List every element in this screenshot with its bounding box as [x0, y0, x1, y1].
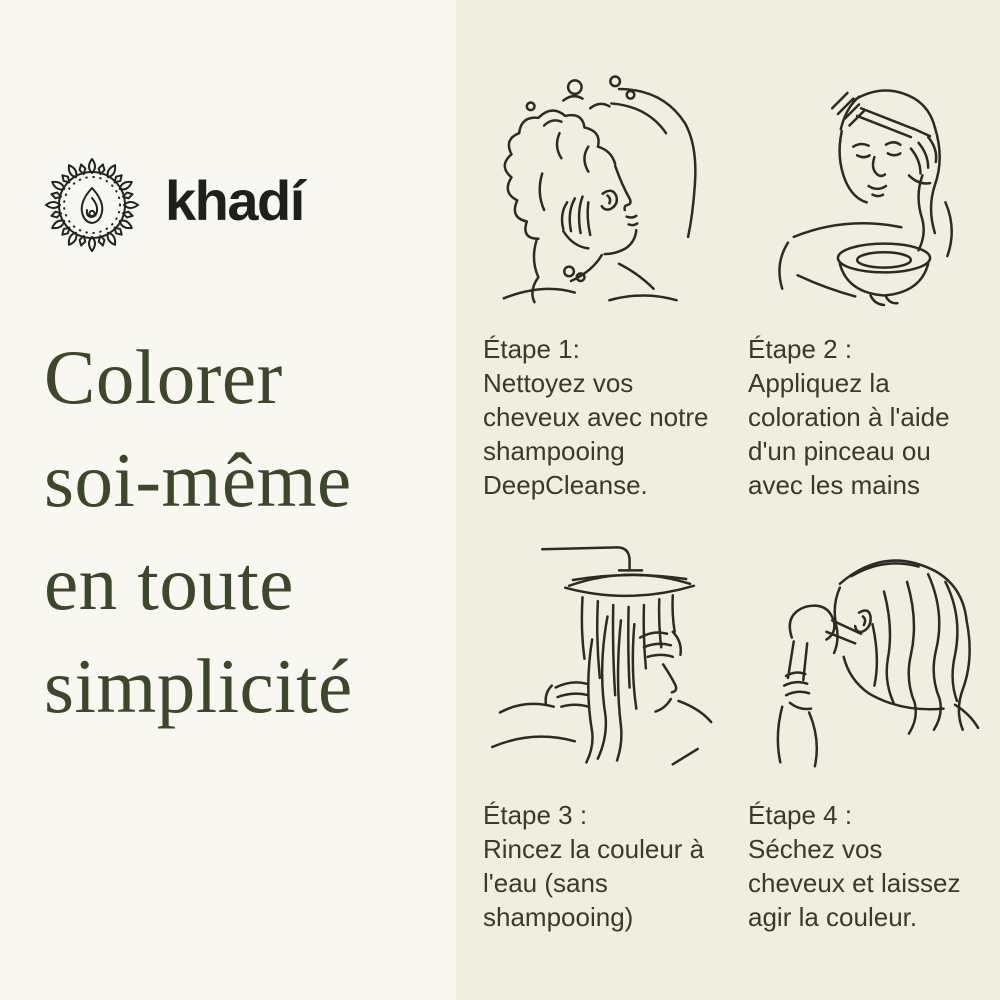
step-2-description: Appliquez la coloration à l'aide d'un pinceau ou avec les mains [748, 368, 950, 500]
step-1-title: Étape 1: [483, 334, 580, 364]
step-4-caption [748, 798, 985, 984]
headline-line: simplicité [44, 643, 353, 729]
rinsing-hair-illustration [475, 518, 715, 786]
step-3 [470, 518, 720, 984]
khadi-mandala-flame-icon [41, 152, 143, 256]
drying-hair-illustration [740, 518, 980, 786]
headline-line: Colorer [44, 334, 283, 420]
step-1-description: Nettoyez vos cheveux avec notre shampooing DeepCleanse. [483, 368, 709, 500]
headline-line: soi-même [44, 437, 352, 523]
step-3-caption [483, 798, 720, 984]
step-2-caption [748, 332, 985, 518]
step-2-title: Étape 2 : [748, 334, 853, 364]
washing-hair-illustration [475, 52, 715, 320]
steps-grid [470, 52, 985, 984]
step-4 [735, 518, 985, 984]
brand-wordmark: khadí [165, 169, 304, 232]
applying-color-illustration [740, 52, 980, 320]
step-3-title: Étape 3 : [483, 800, 588, 830]
step-2 [735, 52, 985, 518]
step-1-caption [483, 332, 720, 518]
headline-line: en toute [44, 540, 294, 626]
step-1 [470, 52, 720, 518]
step-4-description: Séchez vos cheveux et laissez agir la couleur. [748, 834, 961, 932]
page-title [44, 326, 353, 738]
step-4-title: Étape 4 : [748, 800, 853, 830]
brand-logo [41, 152, 304, 256]
step-3-description: Rincez la couleur à l'eau (sans shampooing) [483, 834, 705, 932]
